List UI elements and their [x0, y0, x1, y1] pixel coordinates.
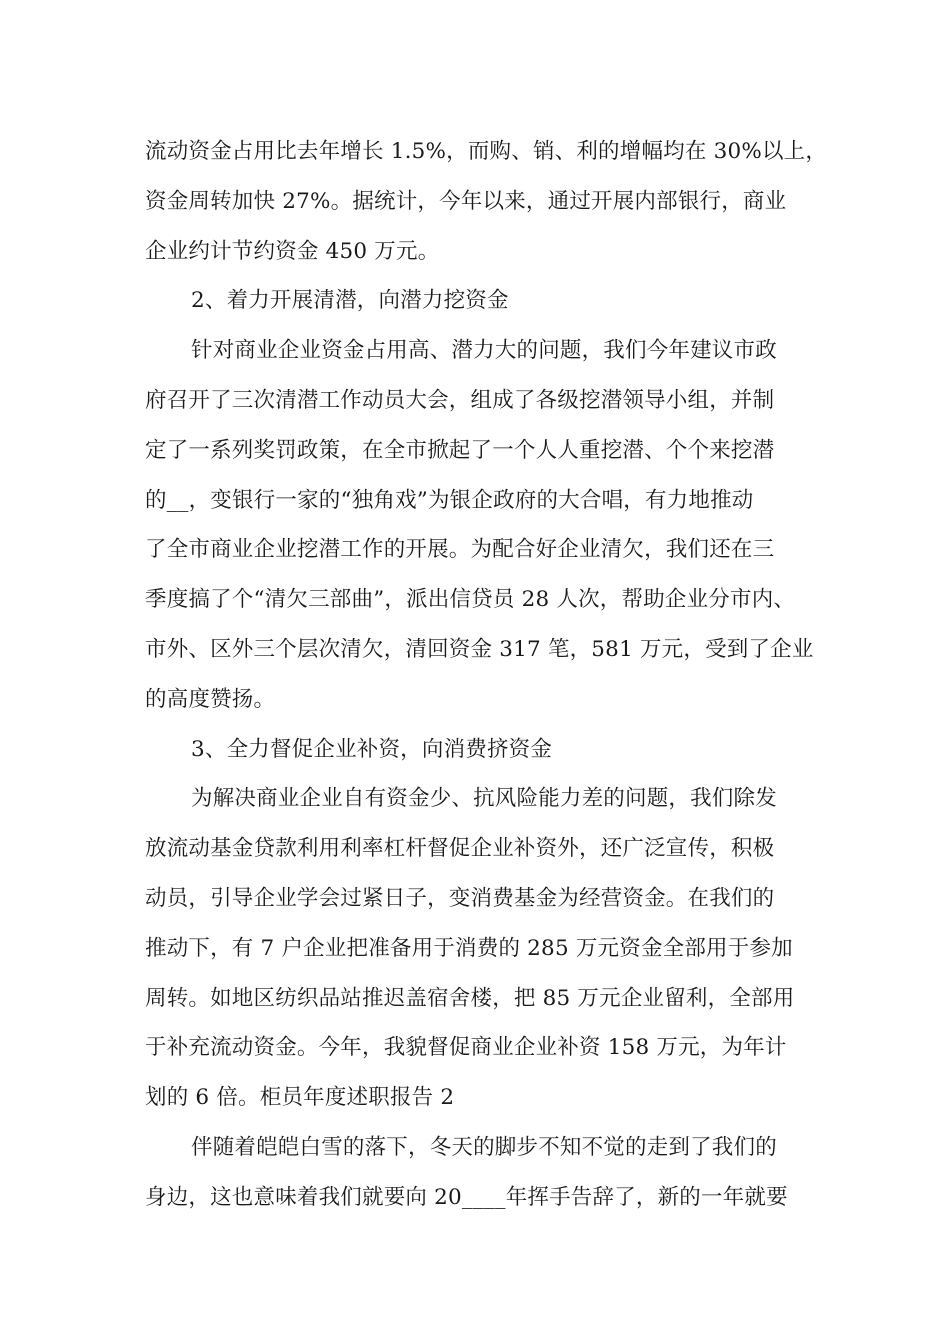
document-body [145, 127, 828, 1223]
text-line: 身边，这也意味着我们就要向 20____年挥手告辞了，新的一年就要 [145, 1184, 788, 1210]
text-line: 放流动基金贷款利用利率杠杆督促企业补资外，还广泛宣传，积极 [145, 836, 775, 862]
text-line: 企业约计节约资金 450 万元。 [145, 238, 440, 264]
text-line: 为解决商业企业自有资金少、抗风险能力差的问题，我们除发 [191, 786, 777, 812]
text-line: 动员，引导企业学会过紧日子，变消费基金为经营资金。在我们的 [145, 885, 775, 911]
text-line: 推动下，有 7 户企业把准备用于消费的 285 万元资金全部用于参加 [145, 935, 793, 961]
text-line: 划的 6 倍。柜员年度述职报告 2 [145, 1085, 455, 1111]
text-line: 的__，变银行一家的“独角戏”为银企政府的大合唱，有力地推动 [145, 487, 754, 513]
text-line: 了全市商业企业挖潜工作的开展。为配合好企业清欠，我们还在三 [145, 537, 775, 563]
text-line: 定了一系列奖罚政策，在全市掀起了一个人人重挖潜、个个来挖潜 [145, 437, 775, 463]
section-heading: 3、全力督促企业补资，向消费挤资金 [191, 736, 553, 762]
text-line: 伴随着皑皑白雪的落下，冬天的脚步不知不觉的走到了我们的 [191, 1134, 777, 1160]
text-line: 府召开了三次清潜工作动员大会，组成了各级挖潜领导小组，并制 [145, 387, 775, 413]
text-line: 针对商业企业资金占用高、潜力大的问题，我们今年建议市政 [191, 338, 777, 364]
text-line: 季度搞了个“清欠三部曲”，派出信贷员 28 人次，帮助企业分市内、 [145, 587, 796, 613]
text-line: 资金周转加快 27%。据统计，今年以来，通过开展内部银行，商业 [145, 188, 787, 214]
text-line: 流动资金占用比去年增长 1.5%，而购、销、利的增幅均在 30%以上， [145, 139, 828, 164]
text-line: 周转。如地区纺织品站推迟盖宿舍楼，把 85 万元企业留利，全部用 [145, 985, 795, 1011]
section-heading: 2、着力开展清潜，向潜力挖资金 [191, 288, 509, 314]
text-line: 市外、区外三个层次清欠，清回资金 317 笔，581 万元，受到了企业 [145, 636, 814, 662]
text-line: 的高度赞扬。 [145, 686, 276, 712]
text-line: 于补充流动资金。今年，我貌督促商业企业补资 158 万元，为年计 [145, 1035, 787, 1061]
